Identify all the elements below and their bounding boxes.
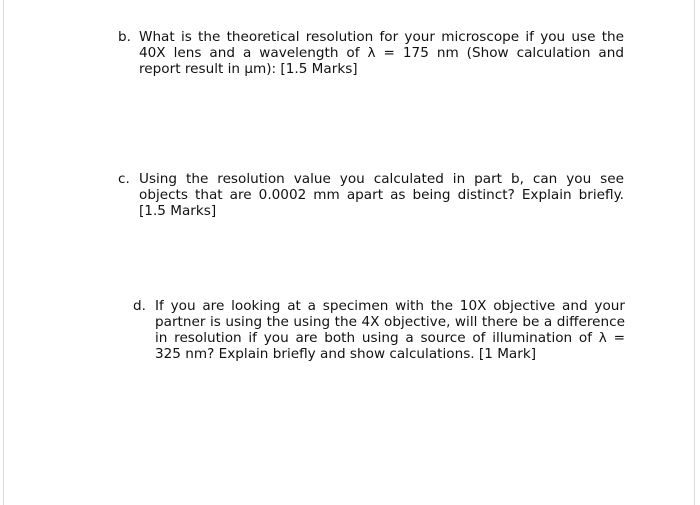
question-marker: b. [118,29,131,45]
question-line: 40X lens and a wavelength of λ = 175 nm (Show calculation and [139,45,624,61]
question-line: Using the resolution value you calculated in part b, can you see [139,171,624,187]
question-marker: c. [118,171,130,187]
question-line: [1.5 Marks] [139,203,217,219]
question-line: partner is using the using the 4X objective, will there be a difference [155,314,625,330]
question-marker: d. [133,298,146,314]
question-line: in resolution if you are both using a source of illumination of λ = [155,330,625,346]
question-text [139,171,624,219]
question-text [139,29,624,77]
question-line: report result in μm): [1.5 Marks] [139,61,358,77]
question-line: 325 nm? Explain briefly and show calculations. [1 Mark] [155,346,537,362]
question-line: If you are looking at a specimen with the 10X objective and your [155,298,625,314]
question-text [155,298,625,362]
question-line: What is the theoretical resolution for your microscope if you use the [139,29,624,45]
question-line: objects that are 0.0002 mm apart as being distinct? Explain briefly. [139,187,624,203]
